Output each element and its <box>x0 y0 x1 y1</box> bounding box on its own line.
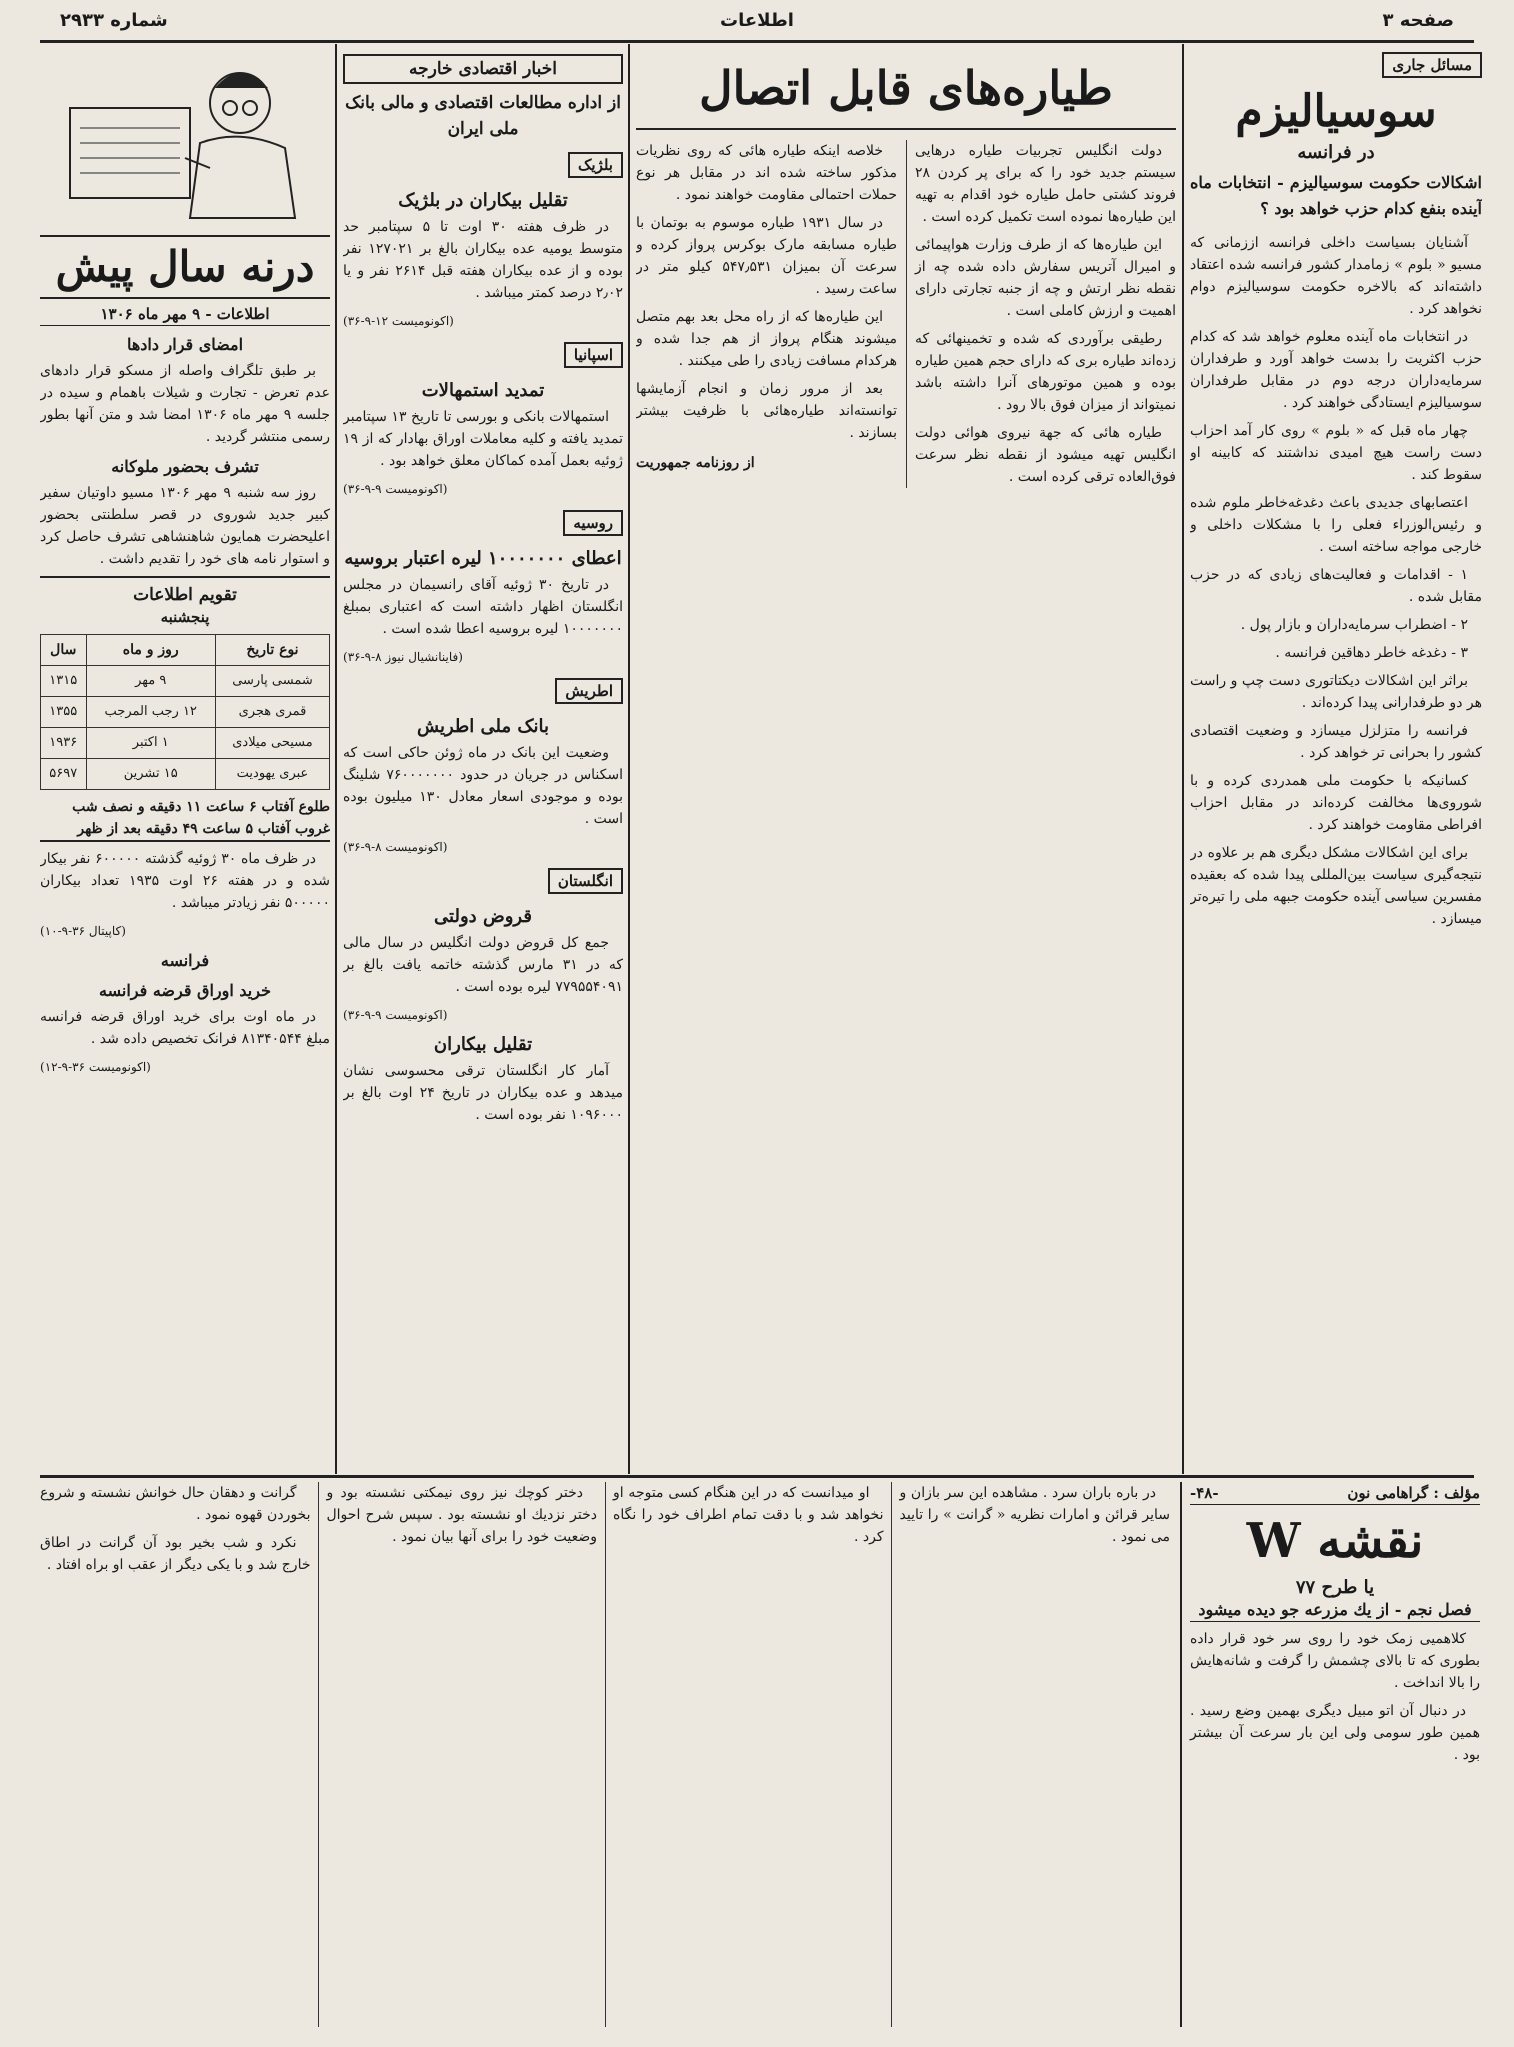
reader-illustration <box>40 48 330 228</box>
table-cell: مسیحی میلادی <box>215 728 329 759</box>
column-nine-years-ago <box>40 48 330 1473</box>
article-subtitle: در فرانسه <box>1297 142 1375 163</box>
section-title: درنه سال پیش <box>40 235 330 299</box>
country-tag: بلژیک <box>568 152 623 178</box>
news-heading: تمدید استمهالات <box>421 380 545 401</box>
country-tag: اسپانیا <box>564 342 623 368</box>
table-cell: ۱ اکتبر <box>86 728 215 759</box>
paragraph: بعد از مرور زمان و انجام آزمایشها توانسته‌اند طیاره‌هائی با ظرفیت بیشتر بسازند . <box>636 381 897 441</box>
table-header-row <box>41 635 330 666</box>
paragraph: دولت انگلیس تجربیات طیاره درهایی سیستم جدید خود را که برای پر کردن ۲۸ فروند کشتی حامل طیاره خود اقدام به تهیه این طیاره‌ها نموده است تکمیل کرده است . <box>915 143 1176 225</box>
paragraph: رطیقی برآوردی که شده و تخمینهائی که زده‌اند طیاره بری که دارای حجم همین طیاره بوده و همین موتورهای آنرا داشته باشد نمیتواند از میزان فوق بالا رود . <box>915 331 1176 413</box>
paragraph: ۱ - اقدامات و فعالیت‌های زیادی که در حزب مقابل شده . <box>1190 567 1482 605</box>
news-text: در ظرف ماه ۳۰ ژوئیه گذشته ۶۰۰۰۰۰ نفر بیکار شده و در هفته ۲۶ اوت ۱۹۳۵ تعداد بیکاران ۵۰۰۰۰۰ نفر زیادتر میباشد . <box>40 851 330 911</box>
serial-author: مؤلف : گراهامی نون <box>1347 1484 1480 1502</box>
paragraph: این طیاره‌ها که از راه محل بعد بهم متصل میشوند هنگام پرواز از هم جدا شده و هرکدام مسافت زیادی را طی میکنند . <box>636 309 897 369</box>
section-rule <box>40 1475 1474 1478</box>
table-cell: ۱۹۳۶ <box>41 728 87 759</box>
paragraph: گرانت و دهقان حال خوانش نشسته و شروع بخوردن قهوه نمود . <box>40 1485 311 1523</box>
country-tag: اطریش <box>555 678 623 704</box>
paragraph: ۳ - دغدغه خاطر دهاقین فرانسه . <box>1275 645 1468 661</box>
paragraph: براثر این اشکالات دیکتاتوری دست چپ و راست هر دو طرفدارانی پیدا کرده‌اند . <box>1190 673 1482 711</box>
article-lead: اشکالات حکومت سوسیالیزم - انتخابات ماه آینده بنفع کدام حزب خواهد بود ؟ <box>1190 173 1482 218</box>
table-row <box>41 728 330 759</box>
paragraph: کسانیکه با حکومت ملی همدردی کرده و با شوروی‌ها مخالفت کرده‌اند در مقابل احزاب افراطی مقاومت خواهند کرد . <box>1190 773 1482 833</box>
table-cell: عبری یهودیت <box>215 759 329 790</box>
sunrise-time: طلوع آفتاب ۶ ساعت ۱۱ دقیقه و نصف شب <box>72 799 330 815</box>
column-socialism <box>1190 48 1482 1473</box>
article-body <box>636 140 1176 488</box>
news-text: جمع کل قروض دولت انگلیس در سال مالی که در ۳۱ مارس گذشته خاتمه یافت بالغ بر ۷۷۹۵۵۴۰۹۱ لیره بوده است . <box>343 935 623 995</box>
news-heading: اعطای ۱۰۰۰۰۰۰۰ لیره اعتبار بروسیه <box>344 548 622 569</box>
paragraph: برای این اشکالات مشکل دیگری هم بر علاوه در نتیجه‌گیری سیاست بین‌المللی پیدا شده که بعقیده مفسرین سیاسی آینده حکومت جبهه ملی را تیره‌تر میسازد . <box>1190 845 1482 927</box>
news-text: آمار کار انگلستان ترقی محسوسی نشان میدهد و عده بیکاران در تاریخ ۲۴ اوت بالغ بر ۱۰۹۶۰۰۰ نفر بوده است . <box>343 1063 623 1123</box>
paragraph: خلاصه اینکه طیاره هائی که روی نظریات مذکور ساخته شده اند در مقابل هر نوع حملات احتمالی مقاومت خواهند نمود . <box>636 143 897 203</box>
serial-body <box>40 1482 1170 2027</box>
news-heading: قروض دولتی <box>434 906 532 927</box>
paragraph: فرانسه را متزلزل میسازد و وضعیت اقتصادی کشور را بحرانی تر خواهد کرد . <box>1190 723 1482 761</box>
news-heading: تقلیل بیکاران <box>433 1034 533 1055</box>
news-heading: فرانسه <box>160 951 210 970</box>
news-citation: (کاپیتال ۳۶-۹-۱۰) <box>40 924 126 938</box>
paragraph: طیاره هائی که جهة نیروی هوائی دولت انگلیس تهیه میشود از نقطه نظر سرعت فوق‌العاده ترقی کرده است . <box>915 425 1176 485</box>
column-rule <box>335 44 337 1474</box>
section-source: از اداره مطالعات اقتصادی و مالی بانک ملی ایران <box>345 93 621 139</box>
news-text: در ظرف هفته ۳۰ اوت تا ۵ سپتامبر حد متوسط یومیه عده بیکاران بالغ بر ۱۲۷۰۲۱ نفر بوده و از عده بیکاران هفته قبل ۲۶۱۴ نفر و یا ۲٫۰۲ درصد کمتر میباشد . <box>343 219 623 301</box>
section-title: اخبار اقتصادی خارجه <box>343 54 623 84</box>
serial-subtitle: یا طرح ۷۷ <box>1295 1577 1375 1598</box>
country-tag: روسیه <box>563 510 623 536</box>
paragraph: در باره باران سرد . مشاهده این سر بازان و سایر قرائن و امارات نظریه « گرانت » را تایید می نمود . <box>899 1485 1170 1545</box>
column-planes <box>636 48 1176 1473</box>
item-heading: امضای قرار دادها <box>126 335 244 354</box>
paragraph: نکرد و شب بخیر بود آن گرانت در اطاق خارج شد و با یکی دیگر از عقب او براه افتاد . <box>40 1535 311 1573</box>
paragraph: کلاهمیی زمک خود را روی سر خود قرار داده بطوری که تا بالای چشمش را گرفت و شانه‌هایش را بالا انداخت . <box>1190 1631 1480 1691</box>
dateline: اطلاعات - ۹ مهر ماه ۱۳۰۶ <box>40 303 330 326</box>
paragraph: آشنایان بسیاست داخلی فرانسه اززمانی که مسیو « بلوم » زمامدار کشور فرانسه شده اعتقاد داشته‌اند که بالاخره حکومت سوسیالیزم دوام نخواهد کرد . <box>1190 235 1482 317</box>
news-heading: تقلیل بیکاران در بلژیک <box>398 190 568 211</box>
table-row <box>41 697 330 728</box>
serial-chapter: فصل نجم - از یك مزرعه جو دیده میشود <box>1190 1599 1480 1622</box>
news-heading: بانک ملی اطریش <box>417 716 549 737</box>
table-cell: شمسی پارسی <box>215 666 329 697</box>
sunset-time: غروب آفتاب ۵ ساعت ۴۹ دقیقه بعد از ظهر <box>40 818 330 842</box>
table-row <box>41 759 330 790</box>
table-cell: ۱۳۱۵ <box>41 666 87 697</box>
paragraph: در سال ۱۹۳۱ طیاره موسوم به بوتمان با طیاره مسابقه مارک بوکرس پرواز کرده و سرعت آن بمیزان ۵۴۷٫۵۳۱ کیلو متر در ساعت رسید . <box>636 215 897 297</box>
table-cell: ۹ مهر <box>86 666 215 697</box>
news-text: در ماه اوت برای خرید اوراق قرضه فرانسه مبلغ ۸۱۳۴۰۵۴۴ فرانک تخصیص داده شد . <box>40 1009 330 1047</box>
serial-number: -۴۸- <box>1190 1484 1219 1502</box>
calendar-title: تقویم اطلاعات <box>40 576 330 606</box>
issue-number: شماره ۲۹۳۳ <box>60 10 168 31</box>
article-title: سوسیالیزم <box>1235 86 1437 137</box>
country-tag: انگلستان <box>548 868 623 894</box>
calendar-day: پنجشنبه <box>160 608 210 626</box>
paragraph: ۲ - اضطراب سرمایه‌داران و بازار پول . <box>1240 617 1468 633</box>
news-text: وضعیت این بانک در ماه ژوئن حاکی است که اسکناس در جریان در حدود ۷۶۰۰۰۰۰۰۰ شلینگ بوده و موجودی اسعار معادل ۱۳۰ میلیون بوده است . <box>343 745 623 827</box>
news-citation: (اکونومیست ۹-۹-۳۶) <box>343 1008 448 1022</box>
column-economic-news <box>343 48 623 1473</box>
paper-name: اطلاعات <box>720 10 794 31</box>
paragraph: این طیاره‌ها که از طرف وزارت هواپیمائی و امیرال آتریس سفارش داده شده چه از نقطه نظر ارتش و چه از جنبه تجارتی دارای اهمیت و ارزش کاملی است . <box>915 237 1176 319</box>
news-citation: (اکونومیست ۹-۹-۳۶) <box>343 482 448 496</box>
news-heading: خرید اوراق قرضه فرانسه <box>99 981 271 1000</box>
item-text: روز سه شنبه ۹ مهر ۱۳۰۶ مسیو داوتیان سفیر کبیر جدید شوروی در قصر سلطنتی بحضور اعلیحضرت همایون شاهنشاهی تشرف حاصل کرد و استوار نامه های خود را تقدیم داشت . <box>40 485 330 567</box>
byline: از روزنامه جمهوریت <box>636 455 755 471</box>
table-cell: ۱۲ رجب المرجب <box>86 697 215 728</box>
article-title: طیاره‌های قابل اتصال <box>636 48 1176 130</box>
news-citation: (اکونومیست ۸-۹-۳۶) <box>343 840 448 854</box>
paragraph: دختر کوچك نیز روی نیمکتی نشسته بود و دختر نزدیك او نشسته بود . سپس شرح احوال وضعیت خود را برای آنها بیان نمود . <box>326 1485 597 1545</box>
column-rule <box>628 44 630 1474</box>
paragraph: او میدانست که در این هنگام کسی متوجه او نخواهد شد و با دقت تمام اطراف خود را نگاه کرد . <box>613 1485 884 1545</box>
column-rule <box>1182 44 1184 1474</box>
news-citation: (فاینانشیال نیوز ۸-۹-۳۶) <box>343 650 463 664</box>
news-citation: (اکونومیست ۳۶-۹-۱۲) <box>40 1060 151 1074</box>
calendar-table <box>40 634 330 790</box>
serial-story <box>40 1482 1480 2032</box>
page-number: صفحه ۳ <box>1382 10 1454 31</box>
column-header: روز و ماه <box>86 635 215 666</box>
column-header: نوع تاریخ <box>215 635 329 666</box>
header-rule <box>40 40 1474 43</box>
paragraph: چهار ماه قبل که « بلوم » روی کار آمد احزاب دست راست هیچ امیدی نداشتند که کابینه او سقوط کند . <box>1190 423 1482 483</box>
paragraph: در دنبال آن اتو مبیل دیگری بهمین وضع رسید . همین طور سومی ولی این بار سرعت آن بیشتر بود . <box>1190 1703 1480 1763</box>
section-tag: مسائل جاری <box>1382 52 1482 78</box>
serial-title-block <box>1180 1482 1480 2027</box>
table-cell: ۵۶۹۷ <box>41 759 87 790</box>
news-text: استمهالات بانکی و بورسی تا تاریخ ۱۳ سپتامبر تمدید یافته و کلیه معاملات اوراق بهادار که از ۱۹ ژوئیه بعمل آمده کماکان معلق خواهد بود . <box>343 409 623 469</box>
table-cell: ۱۳۵۵ <box>41 697 87 728</box>
table-cell: قمری هجری <box>215 697 329 728</box>
table-cell: ۱۵ تشرین <box>86 759 215 790</box>
item-text: بر طبق تلگراف واصله از مسکو قرار دادهای عدم تعرض - تجارت و شیلات باهمام و سیده در جلسه ۹ مهر ماه ۱۳۰۶ امضا شد و متن آنها بطور رسمی منتشر گردید . <box>40 363 330 445</box>
paragraph: در انتخابات ماه آینده معلوم خواهد شد که کدام حزب اکثریت را بدست خواهد آورد و طرفداران سرمایه‌داران درجه دوم در مقابل طرفداران سوسیالیزم ایستادگی خواهند کرد . <box>1190 329 1482 411</box>
table-row <box>41 666 330 697</box>
serial-title: نقشه W <box>1246 1513 1424 1569</box>
news-text: در تاریخ ۳۰ ژوئیه آقای رانسیمان در مجلس انگلستان اظهار داشته است که اعتباری بمبلغ ۱۰۰۰۰۰۰۰ لیره بروسیه اعطا شده است . <box>343 577 623 637</box>
paragraph: اعتصابهای جدیدی باعث دغدغه‌خاطر ملوم شده و رئیس‌الوزراء فعلی را با مشکلات داخلی و خارجی مواجه ساخته است . <box>1190 495 1482 555</box>
item-heading: تشرف بحضور ملوکانه <box>111 457 259 476</box>
news-citation: (اکونومیست ۱۲-۹-۳۶) <box>343 314 454 328</box>
column-header: سال <box>41 635 87 666</box>
